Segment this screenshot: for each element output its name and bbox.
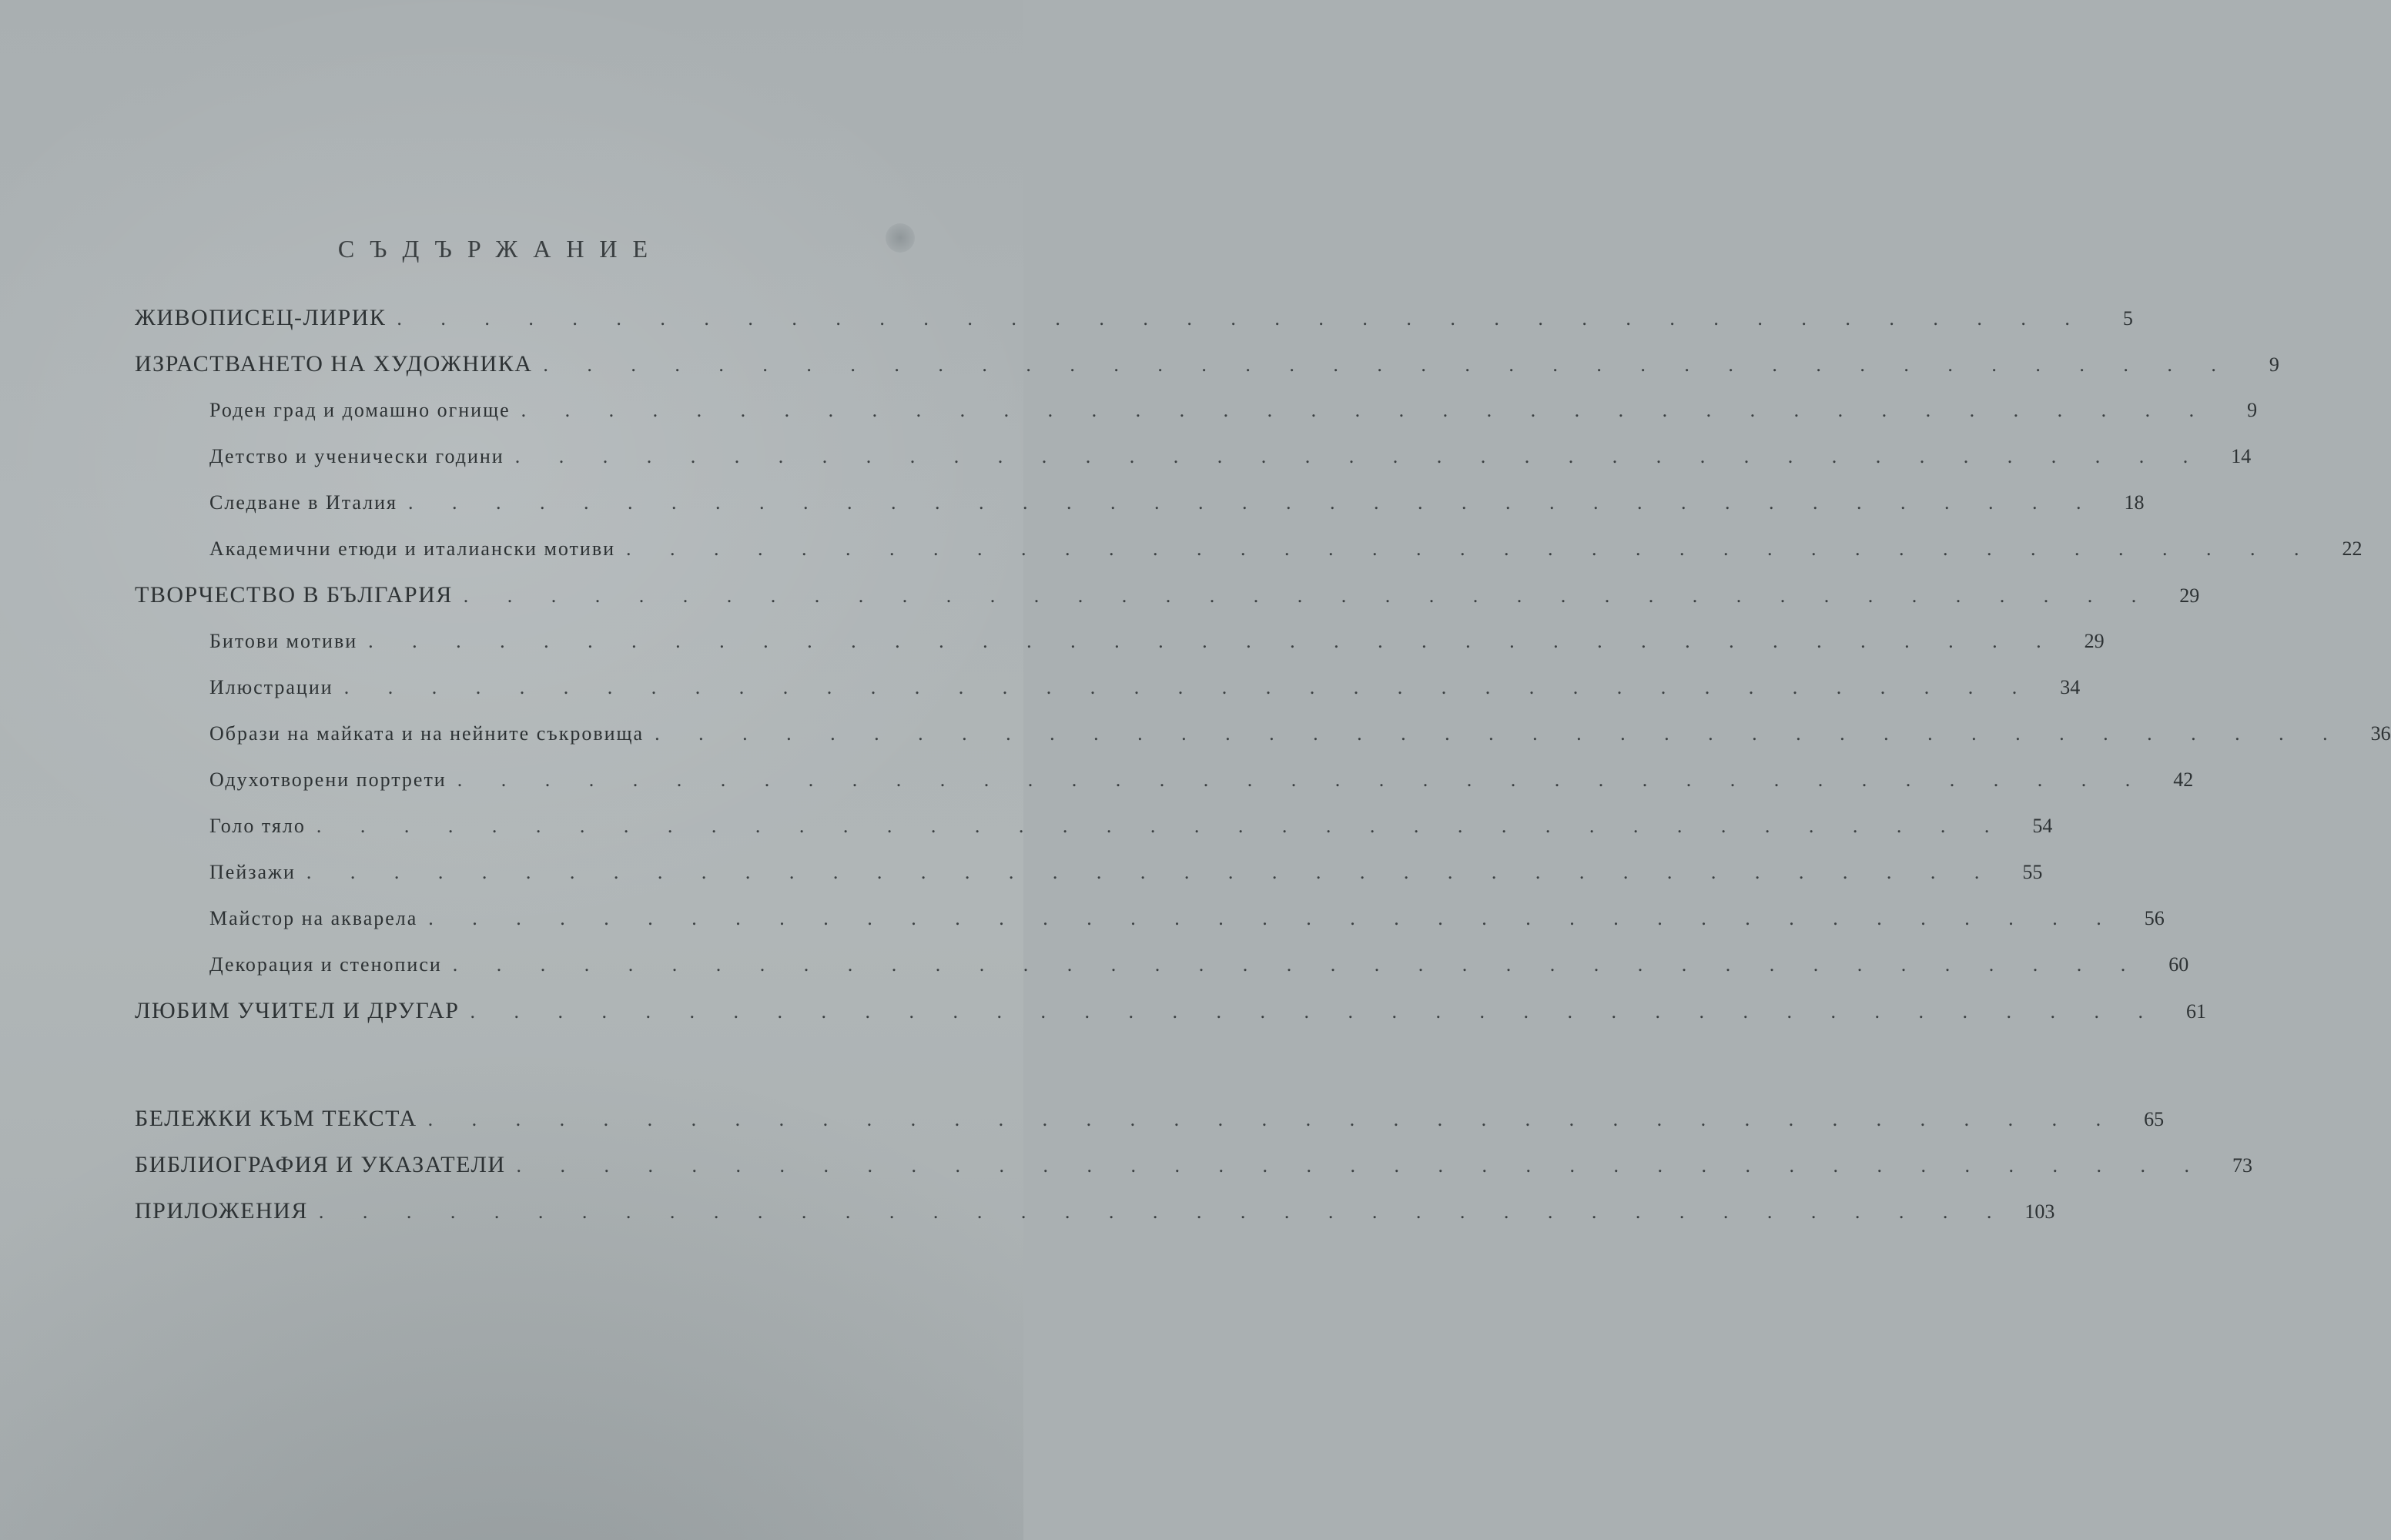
- dot-leader: . . . . . . . . . . . . . . . . . . . . . . . . . . . . . . . . . . . . . . .: [452, 953, 2143, 976]
- toc-entry: [209, 392, 2258, 429]
- dot-leader: . . . . . . . . . . . . . . . . . . . . . . . . . . . . . . . . . . . . . . .: [397, 307, 2087, 330]
- toc-entry: [209, 438, 2252, 475]
- toc-entry-title: Пейзажи: [209, 861, 296, 883]
- toc-entry-page: 73: [2232, 1154, 2253, 1177]
- toc-entry: [135, 346, 2279, 383]
- toc-entry-page: 5: [2122, 307, 2133, 330]
- toc-entry-page: 18: [2124, 491, 2145, 514]
- dot-leader: . . . . . . . . . . . . . . . . . . . . . . . . . . . . . . . . . . . . . . .: [408, 491, 2098, 514]
- toc-entry-page: 55: [2022, 861, 2043, 883]
- dot-leader: . . . . . . . . . . . . . . . . . . . . . . . . . . . . . . . . . . . . . . .: [427, 1108, 2118, 1130]
- dot-leader: . . . . . . . . . . . . . . . . . . . . . . . . . . . . . . . . . . . . . . .: [318, 1200, 2009, 1223]
- dot-leader: . . . . . . . . . . . . . . . . . . . . . . . . . . . . . . . . . . . . . . .: [343, 676, 2034, 698]
- toc-entry-page: 14: [2231, 445, 2252, 467]
- toc-entry: [209, 900, 2165, 937]
- toc-entry-title: Декорация и стенописи: [209, 953, 442, 976]
- toc-entry: [135, 993, 2206, 1029]
- toc-entry: [209, 715, 2391, 752]
- toc-entry-title: ТВОРЧЕСТВО В БЪЛГАРИЯ: [135, 582, 453, 608]
- toc-entry-title: Илюстрации: [209, 676, 333, 698]
- toc-entry-page: 29: [2084, 630, 2105, 652]
- toc-entry-page: 61: [2186, 1000, 2206, 1023]
- toc-entry-title: Майстор на акварела: [209, 907, 418, 929]
- toc-entry-page: 29: [2179, 584, 2200, 607]
- toc-entry-title: ЖИВОПИСЕЦ-ЛИРИК: [135, 305, 387, 330]
- toc-entry-page: 56: [2144, 907, 2165, 929]
- toc-entry: [135, 1100, 2165, 1137]
- toc-entry-title: Детство и ученически години: [209, 445, 504, 467]
- toc-entry-page: 9: [2247, 399, 2258, 421]
- toc-entry-title: БЕЛЕЖКИ КЪМ ТЕКСТА: [135, 1106, 417, 1131]
- toc-entry-title: ЛЮБИМ УЧИТЕЛ И ДРУГАР: [135, 998, 460, 1023]
- toc-entry-page: 42: [2173, 768, 2194, 791]
- dot-leader: . . . . . . . . . . . . . . . . . . . . . . . . . . . . . . . . . . . . . . .: [463, 584, 2154, 607]
- toc-entry-title: ПРИЛОЖЕНИЯ: [135, 1198, 308, 1224]
- toc-entry: [135, 1147, 2253, 1183]
- toc-entry-page: 34: [2060, 676, 2081, 698]
- toc-entry: [209, 531, 2363, 567]
- toc-entry-title: Битови мотиви: [209, 630, 358, 652]
- dot-leader: . . . . . . . . . . . . . . . . . . . . . . . . . . . . . . . . . . . . . . .: [626, 537, 2316, 560]
- toc-entry: [209, 623, 2105, 660]
- toc-entry: [135, 1193, 2055, 1230]
- toc-entry: [209, 669, 2081, 706]
- toc-entry: [135, 300, 2133, 336]
- toc-entry-title: Образи на майката и на нейните съкровища: [209, 722, 645, 745]
- toc-entry-title: Академични етюди и италиански мотиви: [209, 537, 616, 560]
- toc-entry-page: 60: [2168, 953, 2189, 976]
- toc-entry-page: 22: [2342, 537, 2363, 560]
- dot-leader: . . . . . . . . . . . . . . . . . . . . . . . . . . . . . . . . . . . . . . .: [514, 445, 2205, 467]
- dot-leader: . . . . . . . . . . . . . . . . . . . . . . . . . . . . . . . . . . . . . . .: [516, 1154, 2207, 1177]
- dot-leader: . . . . . . . . . . . . . . . . . . . . . . . . . . . . . . . . . . . . . . .: [306, 861, 1997, 883]
- toc-entry-page: 54: [2032, 815, 2053, 837]
- dot-leader: . . . . . . . . . . . . . . . . . . . . . . . . . . . . . . . . . . . . . . .: [543, 353, 2233, 376]
- dot-leader: . . . . . . . . . . . . . . . . . . . . . . . . . . . . . . . . . . . . . . .: [368, 630, 2058, 652]
- toc-entry-title: ИЗРАСТВАНЕТО НА ХУДОЖНИКА: [135, 351, 533, 377]
- dot-leader: . . . . . . . . . . . . . . . . . . . . . . . . . . . . . . . . . . . . . . .: [521, 399, 2212, 421]
- toc-entry-title: Следване в Италия: [209, 491, 398, 514]
- toc-entry-title: БИБЛИОГРАФИЯ И УКАЗАТЕЛИ: [135, 1152, 506, 1177]
- toc-entry: [135, 577, 2200, 614]
- toc-entry: [209, 484, 2145, 521]
- toc-entry-title: Роден град и домашно огнище: [209, 399, 511, 421]
- toc-entry-title: Одухотворени портрети: [209, 768, 447, 791]
- toc-entry-page: 65: [2144, 1108, 2165, 1130]
- dot-leader: . . . . . . . . . . . . . . . . . . . . . . . . . . . . . . . . . . . . . . .: [316, 815, 2007, 837]
- toc-entry: [209, 762, 2194, 798]
- toc-entry-page: 36: [2370, 722, 2391, 745]
- toc-entry: [209, 854, 2043, 891]
- toc-entry-title: Голо тяло: [209, 815, 306, 837]
- dot-leader: . . . . . . . . . . . . . . . . . . . . . . . . . . . . . . . . . . . . . . .: [655, 722, 2345, 745]
- toc-entry: [209, 808, 2053, 845]
- toc-entry-page: 103: [2024, 1200, 2055, 1223]
- dot-leader: . . . . . . . . . . . . . . . . . . . . . . . . . . . . . . . . . . . . . . .: [428, 907, 2118, 929]
- dot-leader: . . . . . . . . . . . . . . . . . . . . . . . . . . . . . . . . . . . . . . .: [470, 1000, 2160, 1023]
- toc-heading: СЪДЪРЖАНИЕ: [337, 235, 664, 263]
- dot-leader: . . . . . . . . . . . . . . . . . . . . . . . . . . . . . . . . . . . . . . .: [457, 768, 2148, 791]
- toc-entry-page: 9: [2269, 353, 2279, 376]
- toc-entry: [209, 946, 2189, 983]
